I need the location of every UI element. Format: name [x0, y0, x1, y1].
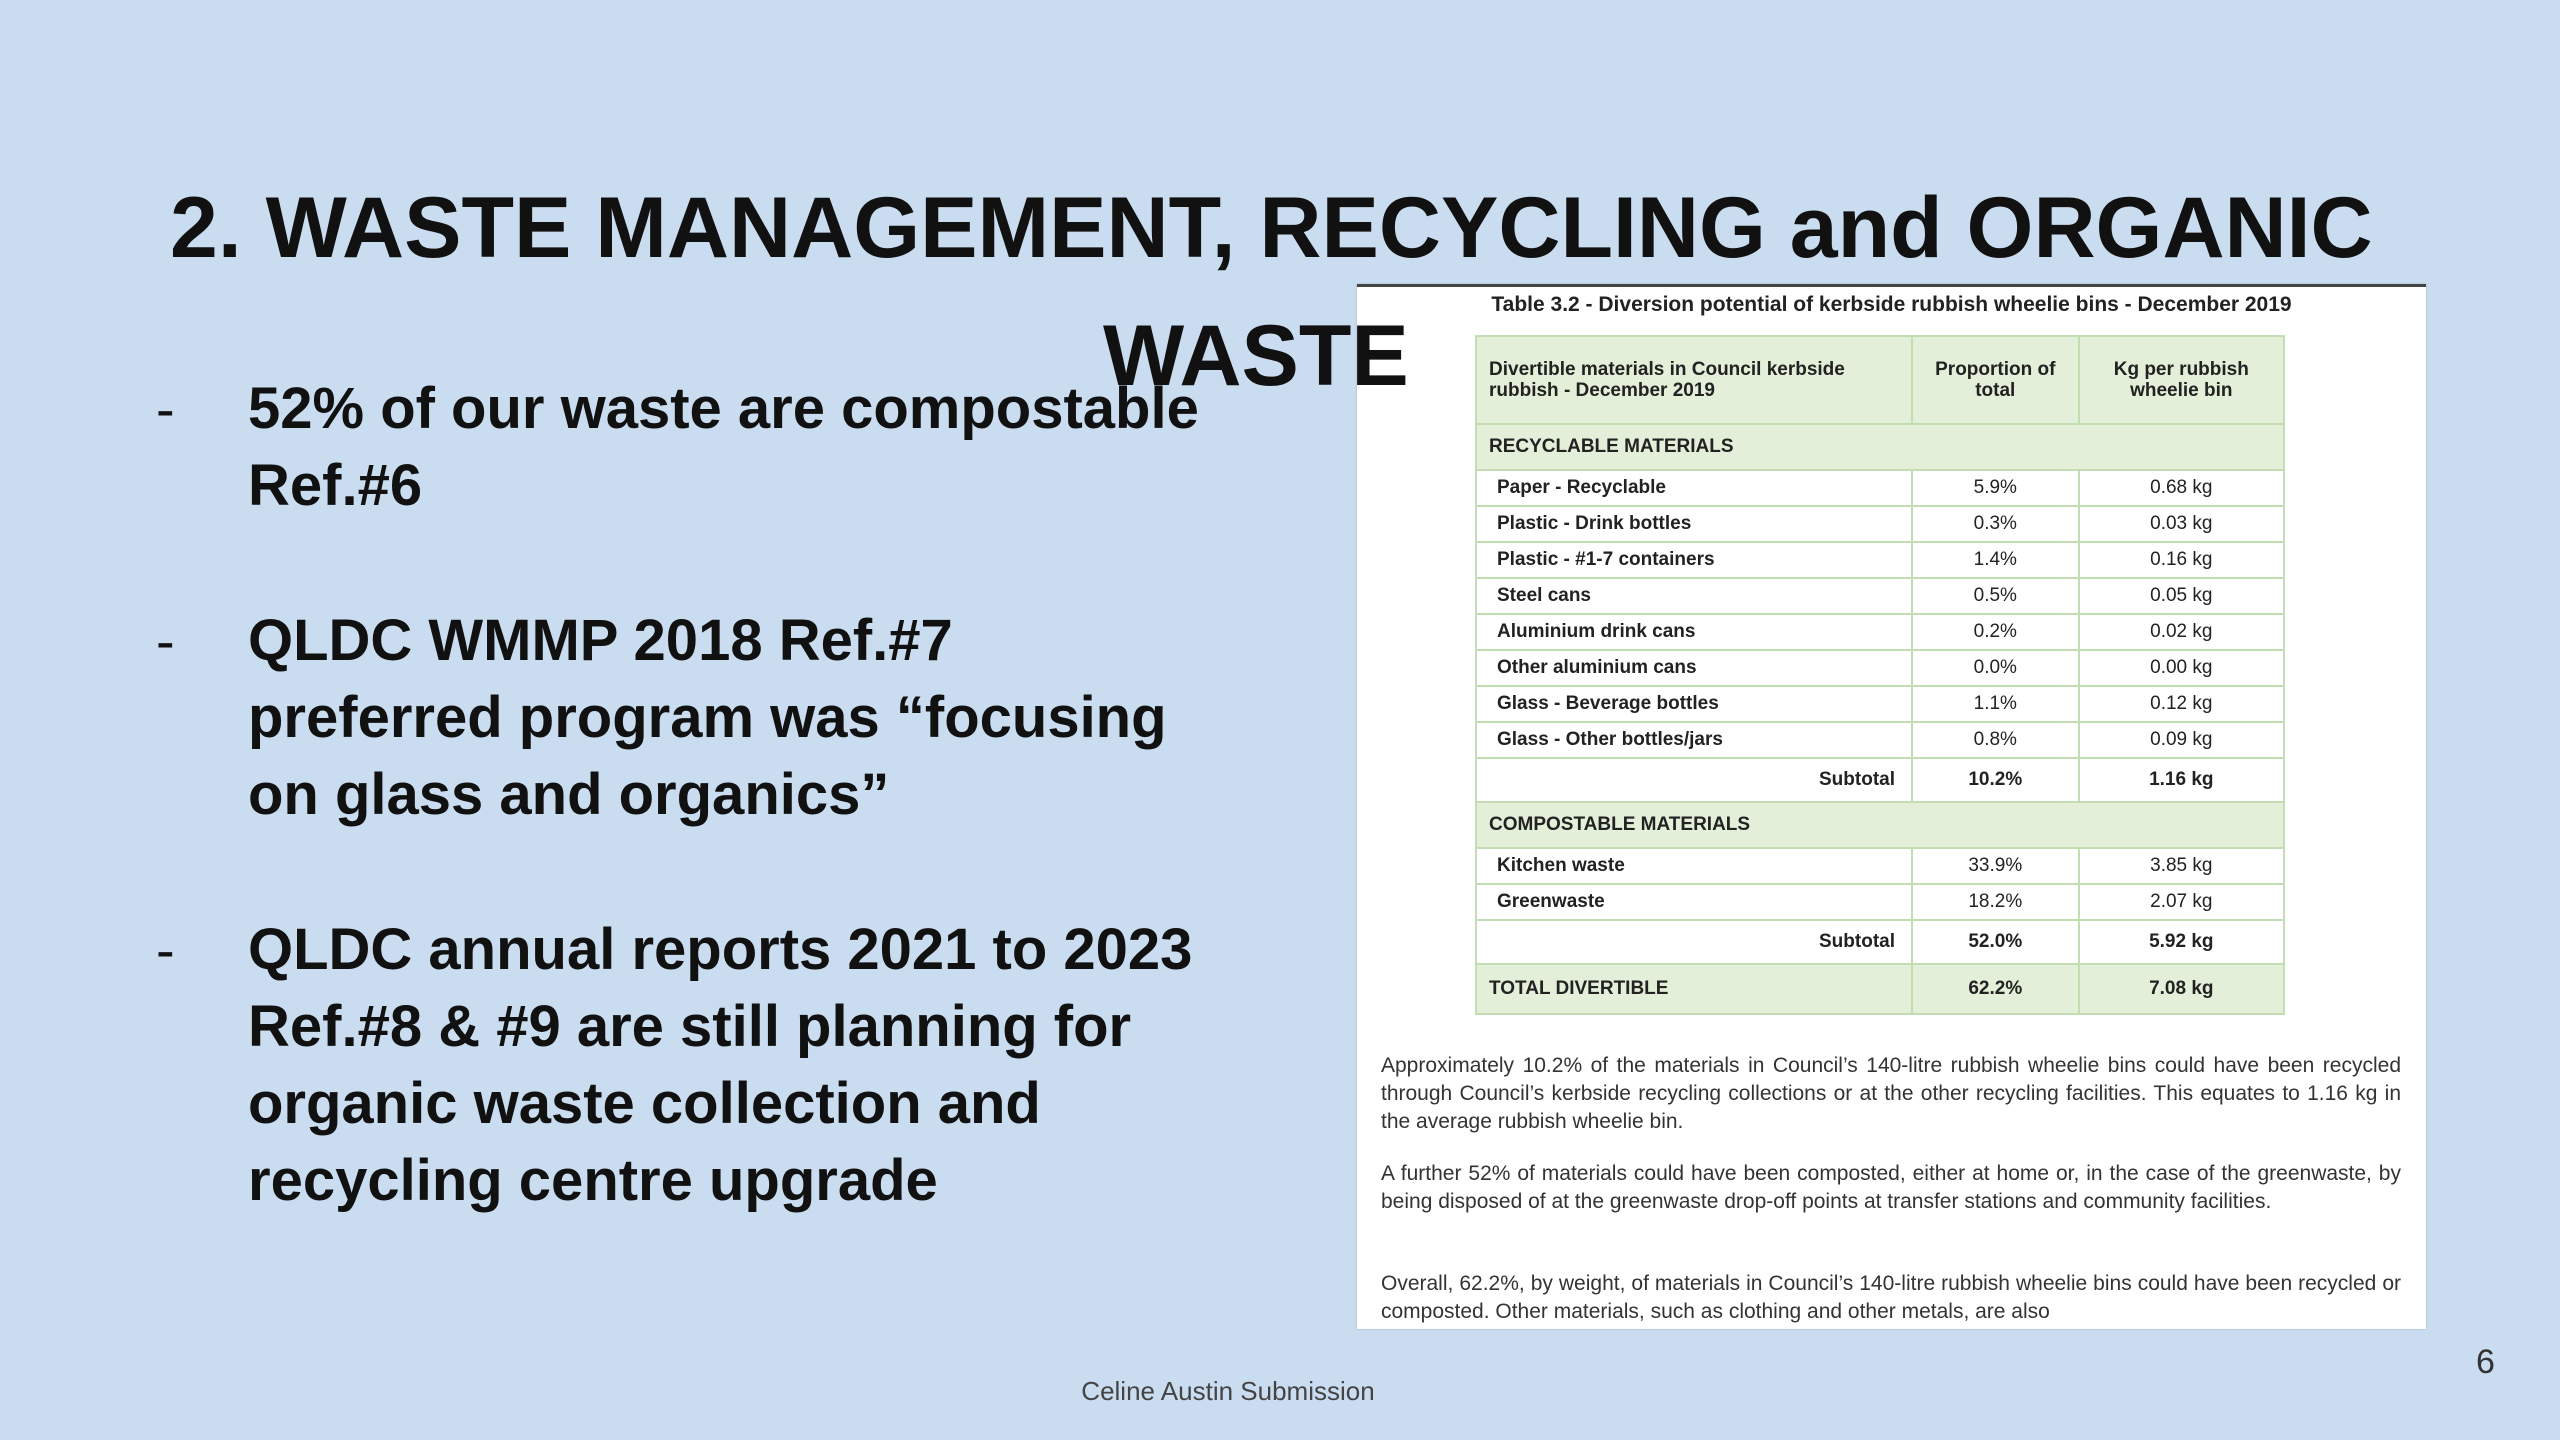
- kg-value: 0.05 kg: [2079, 578, 2284, 614]
- material-name: Other aluminium cans: [1476, 650, 1912, 686]
- kg-value: 0.03 kg: [2079, 506, 2284, 542]
- document-paragraph: Approximately 10.2% of the materials in Council’s 140-litre rubbish wheelie bins could have been recycled through Council’s kerbside recycling collections or at the other recycling facilities. This equates to 1.16 kg in the average rubbish wheelie bin.: [1381, 1054, 2401, 1133]
- table-caption: Table 3.2 - Diversion potential of kerbside rubbish wheelie bins - December 2019: [1491, 293, 2292, 316]
- bullet-dash: -: [156, 918, 175, 981]
- bullet-item: [140, 370, 1330, 524]
- subtotal-label: Subtotal: [1476, 758, 1912, 802]
- material-name: Plastic - Drink bottles: [1476, 506, 1912, 542]
- table-row: [1476, 650, 2284, 686]
- subtotal-proportion: 10.2%: [1912, 758, 2079, 802]
- proportion-value: 0.2%: [1912, 614, 2079, 650]
- subtotal-label: Subtotal: [1476, 920, 1912, 964]
- slide-footer: Celine Austin Submission: [1081, 1376, 1375, 1406]
- table-header-row: [1476, 336, 2284, 424]
- section-label-compostable: COMPOSTABLE MATERIALS: [1476, 802, 2284, 848]
- total-row: [1476, 964, 2284, 1014]
- total-proportion: 62.2%: [1912, 964, 2079, 1014]
- header-proportion: Proportion of total: [1912, 336, 2079, 424]
- material-name: Glass - Other bottles/jars: [1476, 722, 1912, 758]
- bullet-dash: -: [156, 609, 175, 672]
- proportion-value: 1.1%: [1912, 686, 2079, 722]
- proportion-value: 1.4%: [1912, 542, 2079, 578]
- section-row-recyclable: [1476, 424, 2284, 470]
- section-row-compostable: [1476, 802, 2284, 848]
- proportion-value: 18.2%: [1912, 884, 2079, 920]
- header-kg: Kg per rubbish wheelie bin: [2079, 336, 2284, 424]
- total-label: TOTAL DIVERTIBLE: [1476, 964, 1912, 1014]
- slide-title: 2. WASTE MANAGEMENT, RECYCLING and ORGANIC: [170, 180, 2373, 276]
- material-name: Plastic - #1-7 containers: [1476, 542, 1912, 578]
- proportion-value: 0.5%: [1912, 578, 2079, 614]
- table-row: [1476, 542, 2284, 578]
- diversion-table: [1475, 335, 2285, 1015]
- material-name: Steel cans: [1476, 578, 1912, 614]
- material-name: Aluminium drink cans: [1476, 614, 1912, 650]
- subtotal-row-compostable: [1476, 920, 2284, 964]
- kg-value: 0.16 kg: [2079, 542, 2284, 578]
- table-row: [1476, 506, 2284, 542]
- bullet-text: 52% of our waste are compostable Ref.#6: [248, 376, 1199, 518]
- table-row: [1476, 884, 2284, 920]
- bullet-dash: -: [156, 377, 175, 440]
- kg-value: 2.07 kg: [2079, 884, 2284, 920]
- table-row: [1476, 722, 2284, 758]
- slide-title-continuation: WASTE: [1103, 308, 1409, 404]
- header-material: Divertible materials in Council kerbside rubbish - December 2019: [1476, 336, 1912, 424]
- bullet-text: QLDC WMMP 2018 Ref.#7 preferred program was “focusing on glass and organics”: [248, 608, 1167, 827]
- document-excerpt-image: [1357, 284, 2426, 1329]
- page-number: 6: [2476, 1343, 2495, 1381]
- material-name: Paper - Recyclable: [1476, 470, 1912, 506]
- table-row: [1476, 578, 2284, 614]
- subtotal-kg: 1.16 kg: [2079, 758, 2284, 802]
- bullet-item: [140, 911, 1330, 1219]
- kg-value: 3.85 kg: [2079, 848, 2284, 884]
- bullet-item: [140, 602, 1330, 833]
- subtotal-row-recyclable: [1476, 758, 2284, 802]
- kg-value: 0.12 kg: [2079, 686, 2284, 722]
- material-name: Kitchen waste: [1476, 848, 1912, 884]
- bullet-text: QLDC annual reports 2021 to 2023 Ref.#8 & #9 are still planning for organic waste collection and recycling centre upgrade: [248, 917, 1193, 1213]
- subtotal-proportion: 52.0%: [1912, 920, 2079, 964]
- proportion-value: 0.0%: [1912, 650, 2079, 686]
- kg-value: 0.00 kg: [2079, 650, 2284, 686]
- kg-value: 0.02 kg: [2079, 614, 2284, 650]
- table-row: [1476, 848, 2284, 884]
- document-paragraph: Overall, 62.2%, by weight, of materials in Council’s 140-litre rubbish wheelie bins could have been recycled or composted. Other materials, such as clothing and other metals, are also: [1381, 1272, 2401, 1323]
- proportion-value: 0.8%: [1912, 722, 2079, 758]
- proportion-value: 5.9%: [1912, 470, 2079, 506]
- document-paragraph: A further 52% of materials could have been composted, either at home or, in the case of the greenwaste, by being disposed of at the greenwaste drop-off points at transfer stations and community facilities.: [1381, 1162, 2401, 1213]
- material-name: Glass - Beverage bottles: [1476, 686, 1912, 722]
- section-label-recyclable: RECYCLABLE MATERIALS: [1476, 424, 2284, 470]
- material-name: Greenwaste: [1476, 884, 1912, 920]
- proportion-value: 33.9%: [1912, 848, 2079, 884]
- bullet-list: [140, 370, 1330, 1297]
- table-row: [1476, 470, 2284, 506]
- subtotal-kg: 5.92 kg: [2079, 920, 2284, 964]
- kg-value: 0.68 kg: [2079, 470, 2284, 506]
- total-kg: 7.08 kg: [2079, 964, 2284, 1014]
- table-row: [1476, 686, 2284, 722]
- kg-value: 0.09 kg: [2079, 722, 2284, 758]
- proportion-value: 0.3%: [1912, 506, 2079, 542]
- table-row: [1476, 614, 2284, 650]
